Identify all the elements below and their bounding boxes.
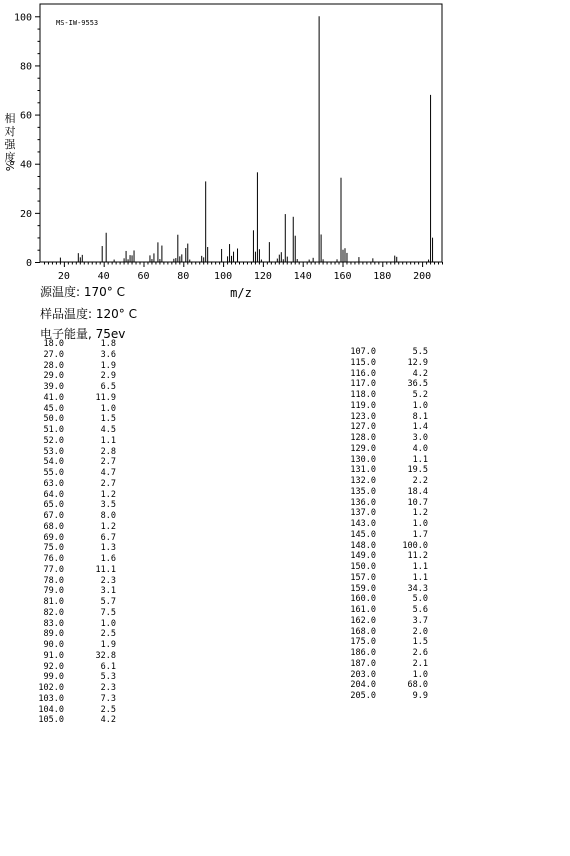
peak-mz: 68.0 (43, 521, 64, 532)
peak-abundance: 1.5 (100, 414, 116, 425)
peak-table-row (348, 433, 428, 444)
peak-abundance: 6.7 (100, 532, 116, 543)
peak-mz: 92.0 (43, 661, 64, 672)
peak-mz: 186.0 (350, 648, 376, 658)
peak-mz: 205.0 (350, 691, 376, 701)
peak-abundance: 2.1 (412, 658, 428, 669)
peak-mz: 27.0 (43, 349, 64, 360)
peak-mz: 130.0 (350, 454, 376, 465)
peak-mz: 128.0 (350, 433, 376, 443)
peak-mz: 28.0 (43, 360, 64, 371)
peak-abundance: 1.2 (100, 521, 116, 532)
peak-mz: 117.0 (350, 379, 376, 390)
peak-table-row (348, 680, 428, 691)
peak-table-row (348, 444, 428, 455)
peak-table-row (348, 551, 428, 562)
peak-table-row (36, 683, 116, 694)
peak-mz: 145.0 (350, 529, 376, 540)
peak-mz: 90.0 (43, 640, 64, 650)
peak-mz: 150.0 (350, 562, 376, 572)
y-tick-label: 80 (19, 61, 32, 73)
y-axis-label-char-4: 度 (4, 151, 16, 164)
peak-table-row (348, 347, 428, 358)
peak-abundance: 2.0 (412, 626, 428, 637)
peak-mz: 160.0 (350, 594, 376, 605)
peak-abundance: 8.0 (100, 511, 116, 521)
peak-mz: 45.0 (43, 403, 64, 414)
peak-table-row (36, 522, 116, 533)
peak-mz: 116.0 (350, 368, 376, 379)
peak-table-row (36, 533, 116, 544)
peak-mz: 102.0 (38, 683, 64, 693)
peak-abundance: 1.1 (412, 454, 428, 465)
peak-abundance: 18.4 (407, 486, 428, 497)
peak-mz: 105.0 (38, 715, 64, 726)
peak-mz: 79.0 (43, 586, 64, 597)
peak-table-row (36, 350, 116, 361)
peak-abundance: 1.8 (100, 339, 116, 349)
peak-table-row (348, 487, 428, 498)
peak-abundance: 32.8 (95, 650, 116, 661)
peak-mz: 55.0 (43, 468, 64, 478)
peak-abundance: 6.1 (100, 661, 116, 672)
y-axis-label-char-1: 相 (4, 112, 16, 125)
peak-table-row (348, 616, 428, 627)
peak-abundance: 4.7 (100, 468, 116, 478)
peak-table-row (36, 425, 116, 436)
peak-mz: 81.0 (43, 597, 64, 607)
peak-mz: 51.0 (43, 425, 64, 435)
peak-table-row (348, 637, 428, 648)
peak-abundance: 1.1 (412, 562, 428, 572)
peak-table-row (36, 608, 116, 619)
peak-mz: 175.0 (350, 637, 376, 648)
peak-table-row (36, 715, 116, 726)
peak-mz: 52.0 (43, 435, 64, 446)
peak-mz: 115.0 (350, 357, 376, 368)
peak-mz: 83.0 (43, 618, 64, 629)
peak-abundance: 1.2 (100, 489, 116, 500)
y-axis-label-char-3: 强 (4, 138, 16, 151)
peak-table-row (348, 530, 428, 541)
peak-abundance: 34.3 (407, 583, 428, 594)
peak-table-row (36, 361, 116, 372)
peak-abundance: 8.1 (412, 411, 428, 422)
peak-abundance: 1.4 (412, 422, 428, 433)
peak-table-row (348, 573, 428, 584)
peak-abundance: 4.2 (412, 368, 428, 379)
peak-table-row (36, 640, 116, 651)
peak-table-right (348, 347, 428, 702)
peak-mz: 63.0 (43, 478, 64, 489)
y-tick-label: 100 (13, 12, 32, 24)
peak-mz: 143.0 (350, 519, 376, 529)
x-tick-label: 20 (57, 271, 70, 282)
peak-abundance: 2.2 (412, 476, 428, 486)
peak-abundance: 1.1 (100, 435, 116, 446)
peak-mz: 89.0 (43, 629, 64, 640)
peak-abundance: 1.2 (412, 508, 428, 519)
plot-frame (40, 4, 442, 262)
peak-mz: 159.0 (350, 583, 376, 594)
peak-mz: 136.0 (350, 497, 376, 508)
peak-mz: 149.0 (350, 551, 376, 562)
peak-abundance: 1.1 (412, 572, 428, 583)
y-tick-label: 40 (19, 159, 32, 171)
peak-mz: 41.0 (43, 392, 64, 403)
peak-abundance: 2.8 (100, 446, 116, 457)
x-tick-label: 40 (97, 271, 110, 282)
peak-abundance: 1.6 (100, 554, 116, 564)
peak-mz: 50.0 (43, 414, 64, 425)
peak-abundance: 1.0 (412, 519, 428, 529)
y-axis-label-char-2: 对 (4, 125, 16, 138)
peak-abundance: 7.5 (100, 607, 116, 618)
peak-abundance: 3.7 (412, 615, 428, 626)
peak-abundance: 5.3 (100, 672, 116, 683)
peak-mz: 204.0 (350, 680, 376, 691)
peak-mz: 77.0 (43, 564, 64, 575)
peak-table-row (36, 500, 116, 511)
peak-mz: 187.0 (350, 658, 376, 669)
peak-abundance: 2.5 (100, 629, 116, 640)
peak-mz: 161.0 (350, 605, 376, 615)
peak-table-row (36, 629, 116, 640)
peak-mz: 135.0 (350, 486, 376, 497)
peak-table-row (36, 662, 116, 673)
x-tick-label: 80 (177, 271, 190, 282)
peak-table-row (36, 447, 116, 458)
peak-abundance: 11.9 (95, 392, 116, 403)
peak-abundance: 2.6 (412, 648, 428, 658)
y-axis-unit: % (4, 160, 17, 172)
peak-table-row (348, 605, 428, 616)
peak-table-row (36, 586, 116, 597)
peak-abundance: 1.5 (412, 637, 428, 648)
peak-table-row (36, 705, 116, 716)
source-temperature: 源温度: 170° C (40, 285, 125, 299)
peak-abundance: 5.0 (412, 594, 428, 605)
peak-table-row (348, 412, 428, 423)
peak-mz: 67.0 (43, 511, 64, 521)
peak-abundance: 6.5 (100, 382, 116, 392)
x-tick-label: 180 (373, 271, 392, 282)
sample-temperature: 样品温度: 120° C (40, 307, 137, 321)
peak-abundance: 4.2 (100, 715, 116, 726)
peak-mz: 82.0 (43, 607, 64, 618)
peak-abundance: 1.9 (100, 360, 116, 371)
peak-abundance: 12.9 (407, 357, 428, 368)
peak-abundance: 11.2 (407, 551, 428, 562)
y-tick-label: 60 (19, 110, 32, 122)
peak-table-row (348, 390, 428, 401)
peak-mz: 119.0 (350, 400, 376, 411)
peak-abundance: 4.0 (412, 443, 428, 454)
y-tick-label: 0 (25, 258, 32, 269)
peak-mz: 65.0 (43, 500, 64, 511)
peak-abundance: 5.7 (100, 597, 116, 607)
x-tick-label: 120 (253, 271, 272, 282)
peak-mz: 107.0 (350, 347, 376, 357)
peak-abundance: 2.7 (100, 478, 116, 489)
peak-mz: 103.0 (38, 693, 64, 704)
peak-table-row (36, 393, 116, 404)
peak-abundance: 2.5 (100, 704, 116, 715)
peak-table-row (36, 672, 116, 683)
peak-abundance: 1.0 (412, 669, 428, 680)
peak-mz: 91.0 (43, 650, 64, 661)
peak-table-row (36, 479, 116, 490)
peak-mz: 127.0 (350, 422, 376, 433)
peak-abundance: 19.5 (407, 465, 428, 476)
peak-table-row (36, 436, 116, 447)
peak-abundance: 4.5 (100, 425, 116, 435)
peak-table-row (36, 597, 116, 608)
peak-abundance: 2.3 (100, 575, 116, 586)
peak-table-row (36, 565, 116, 576)
peak-abundance: 11.1 (95, 564, 116, 575)
peak-mz: 29.0 (43, 371, 64, 382)
peak-mz: 137.0 (350, 508, 376, 519)
peak-table-row (348, 627, 428, 638)
peak-table-row (348, 562, 428, 573)
peak-table-row (348, 422, 428, 433)
peak-abundance: 1.0 (412, 400, 428, 411)
peak-abundance: 5.5 (412, 347, 428, 357)
peak-mz: 18.0 (43, 339, 64, 349)
peak-table-row (348, 498, 428, 509)
peak-table-row (348, 659, 428, 670)
peak-table-row (36, 414, 116, 425)
peak-mz: 131.0 (350, 465, 376, 476)
peak-table-row (36, 404, 116, 415)
peak-mz: 104.0 (38, 704, 64, 715)
x-tick-label: 140 (293, 271, 312, 282)
peak-table-left (36, 339, 116, 726)
peak-table-row (36, 694, 116, 705)
peak-table-row (348, 465, 428, 476)
peak-abundance: 1.9 (100, 640, 116, 650)
peak-mz: 118.0 (350, 390, 376, 400)
peak-mz: 123.0 (350, 411, 376, 422)
peak-abundance: 3.6 (100, 349, 116, 360)
peak-mz: 76.0 (43, 554, 64, 564)
peak-table-row (348, 358, 428, 369)
x-axis-label: m/z (230, 286, 252, 300)
peak-mz: 168.0 (350, 626, 376, 637)
mass-spectrum-chart (0, 0, 570, 300)
peak-abundance: 2.9 (100, 371, 116, 382)
peak-abundance: 3.5 (100, 500, 116, 511)
peak-mz: 54.0 (43, 457, 64, 468)
peak-abundance: 10.7 (407, 497, 428, 508)
peak-mz: 39.0 (43, 382, 64, 392)
peak-table-row (36, 651, 116, 662)
peak-table-row (348, 519, 428, 530)
peak-table-row (348, 401, 428, 412)
peak-mz: 99.0 (43, 672, 64, 683)
x-tick-label: 200 (413, 271, 432, 282)
peak-mz: 75.0 (43, 543, 64, 554)
electron-energy: 电子能量, 75ev (40, 327, 126, 341)
peak-mz: 78.0 (43, 575, 64, 586)
peak-abundance: 3.0 (412, 433, 428, 443)
peak-table-row (348, 476, 428, 487)
peak-abundance: 1.0 (100, 618, 116, 629)
peak-abundance: 2.7 (100, 457, 116, 468)
y-tick-label: 20 (19, 208, 32, 220)
peak-abundance: 100.0 (402, 540, 428, 551)
chart-title: MS-IW-9553 (56, 19, 99, 27)
peak-mz: 148.0 (350, 540, 376, 551)
peak-abundance: 9.9 (412, 691, 428, 701)
peak-table-row (348, 369, 428, 380)
peak-table-row (36, 619, 116, 630)
peak-mz: 129.0 (350, 443, 376, 454)
peak-table-row (36, 457, 116, 468)
peak-mz: 132.0 (350, 476, 376, 486)
peak-table-row (348, 508, 428, 519)
x-tick-label: 100 (214, 271, 233, 282)
peak-table-row (348, 691, 428, 702)
peak-table-row (348, 379, 428, 390)
peak-table-row (348, 584, 428, 595)
peak-mz: 64.0 (43, 489, 64, 500)
peak-table-row (348, 594, 428, 605)
peak-abundance: 7.3 (100, 693, 116, 704)
x-tick-label: 160 (333, 271, 352, 282)
y-axis-label (4, 111, 17, 171)
peak-abundance: 2.3 (100, 683, 116, 693)
peak-table-row (36, 468, 116, 479)
peak-mz: 157.0 (350, 572, 376, 583)
peak-table-row (348, 455, 428, 466)
peak-table-row (348, 648, 428, 659)
peak-abundance: 1.7 (412, 529, 428, 540)
peak-mz: 69.0 (43, 532, 64, 543)
peak-table-row (36, 382, 116, 393)
peak-abundance: 36.5 (407, 379, 428, 390)
peak-abundance: 1.0 (100, 403, 116, 414)
peak-abundance: 1.3 (100, 543, 116, 554)
peak-mz: 203.0 (350, 669, 376, 680)
x-tick-label: 60 (137, 271, 150, 282)
peak-table-row (36, 371, 116, 382)
peak-abundance: 3.1 (100, 586, 116, 597)
peak-table-row (36, 576, 116, 587)
peak-table-row (348, 541, 428, 552)
peak-table-row (36, 554, 116, 565)
peak-table-row (36, 339, 116, 350)
peak-table-row (36, 543, 116, 554)
peak-table-row (348, 670, 428, 681)
peak-table-row (36, 511, 116, 522)
peak-abundance: 68.0 (407, 680, 428, 691)
peak-abundance: 5.2 (412, 390, 428, 400)
peak-table-row (36, 490, 116, 501)
peak-mz: 162.0 (350, 615, 376, 626)
peak-mz: 53.0 (43, 446, 64, 457)
peak-bars (60, 16, 432, 262)
axis-ticks (14, 12, 443, 282)
peak-abundance: 5.6 (412, 605, 428, 615)
